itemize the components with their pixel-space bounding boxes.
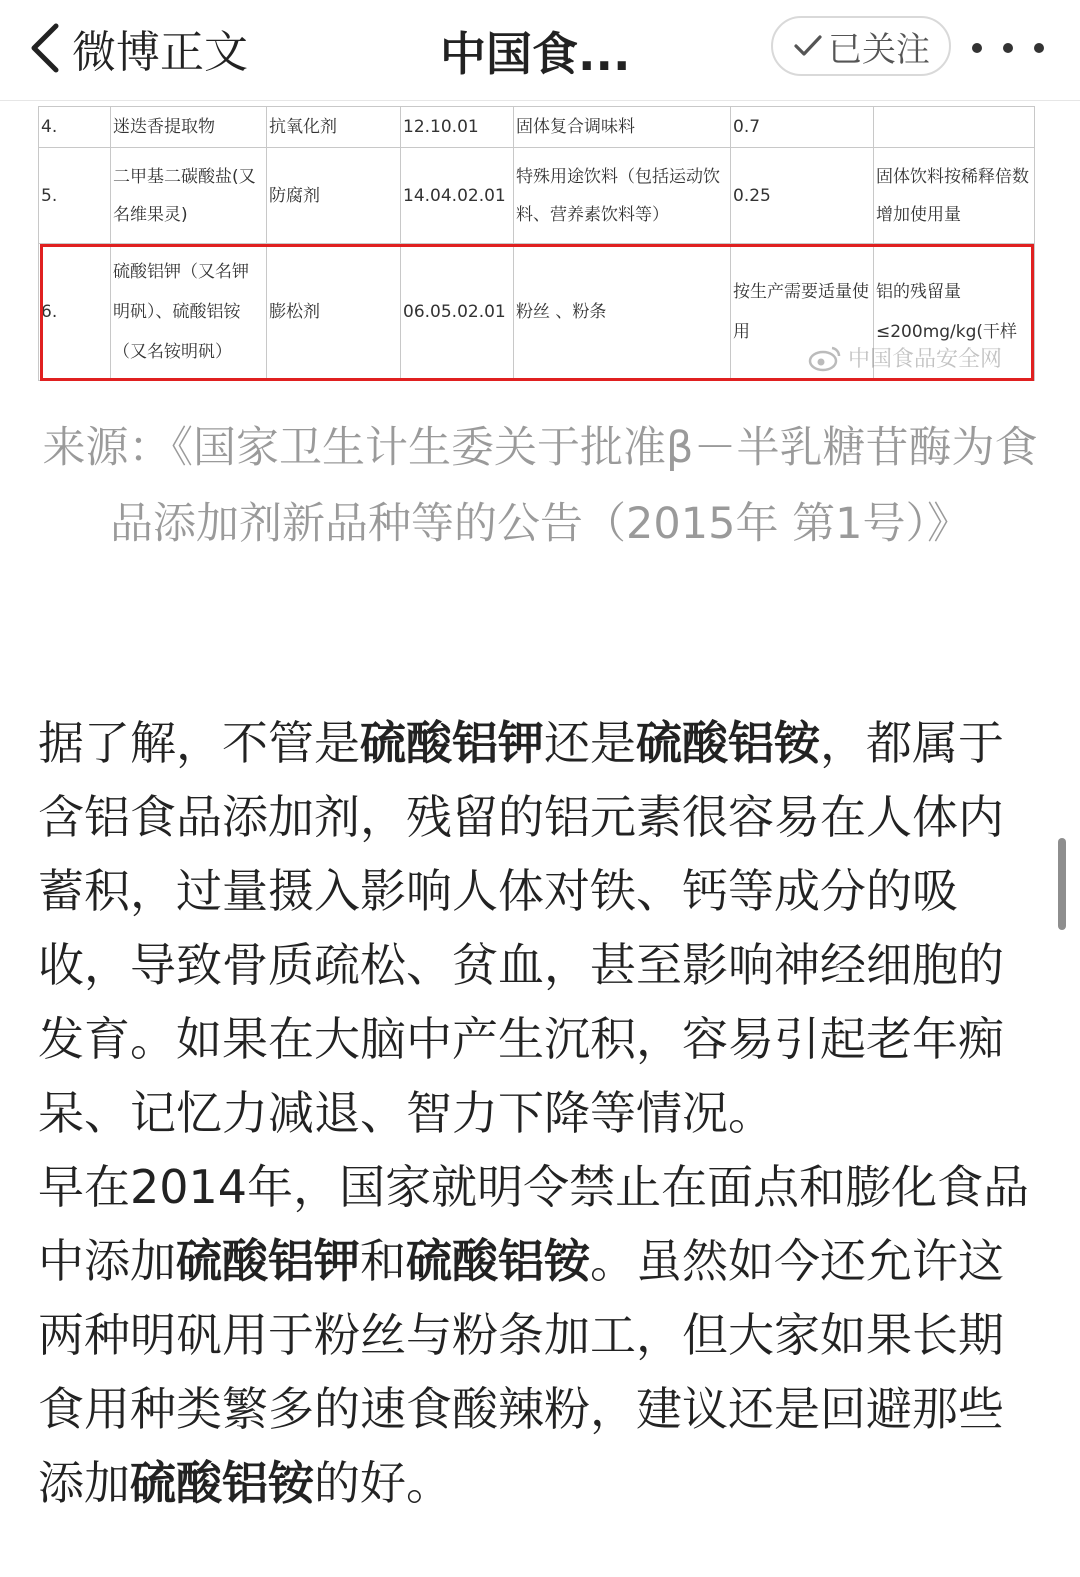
image-watermark [808,342,1002,373]
table-cell: 二甲基二碳酸盐(又名维果灵) [111,148,267,244]
back-label: 微博正文 [72,27,248,78]
table-cell: 防腐剂 [267,148,401,244]
more-dot-icon [1003,43,1013,53]
bold-text: 硫酸铝钾 [176,1234,360,1288]
table-cell: 14.04.02.01 [401,148,514,244]
more-dot-icon [1034,43,1044,53]
bold-text: 硫酸铝铵 [406,1234,590,1288]
table-cell: 抗氧化剂 [267,107,401,148]
table-cell: 铝的残留量≤200mg/kg(干样 [874,244,1035,381]
text-span: 的好。 [314,1456,452,1510]
bold-text: 硫酸铝钾 [360,716,544,770]
back-button[interactable] [28,16,248,80]
scrollbar-thumb[interactable] [1058,838,1066,930]
table-cell: 固体饮料按稀释倍数增加使用量 [874,148,1035,244]
table-cell: 6. [39,244,111,381]
table-cell: 06.05.02.01 [401,244,514,381]
table-row [39,148,1035,244]
additive-table-image[interactable] [38,106,1036,384]
more-dot-icon [972,43,982,53]
table-cell: 粉丝 、粉条 [514,244,731,381]
table-cell: 5. [39,148,111,244]
page-title: 中国食... [440,27,631,81]
table-cell: 0.25 [731,148,874,244]
watermark-text: 中国食品安全网 [848,347,1003,372]
weibo-logo-icon [808,344,842,372]
more-options-button[interactable] [972,30,1044,66]
table-row [39,107,1035,148]
text-span: 。虽然如今还允许这两种明矾用于粉丝与粉条加工，但大家如果长期食用种类繁多的速食酸辣粉，建议还是回避那些添加 [38,1234,1004,1510]
follow-label: 已关注 [828,29,930,70]
table-cell: 膨松剂 [267,244,401,381]
table-cell: 迷迭香提取物 [111,107,267,148]
text-span: 据了解，不管是 [38,716,360,770]
text-span: ，都属于含铝食品添加剂，残留的铝元素很容易在人体内蓄积，过量摄入影响人体对铁、钙等成分的吸收，导致骨质疏松、贫血，甚至影响神经细胞的发育。如果在大脑中产生沉积，容易引起老年痴呆、记忆力减退、智力下降等情况。 [38,716,1004,1140]
text-span: 和 [360,1234,406,1288]
paragraph [38,706,1038,1150]
table-cell: 硫酸铝钾（又名钾明矾）、硫酸铝铵（又名铵明矾） [111,244,267,381]
additive-table [38,106,1035,381]
table-cell: 特殊用途饮料（包括运动饮料、营养素饮料等） [514,148,731,244]
bold-text: 硫酸铝铵 [636,716,820,770]
checkmark-icon [792,32,824,60]
chevron-left-icon [28,22,64,74]
top-nav-bar [0,0,1080,101]
table-cell: 0.7 [731,107,874,148]
image-caption: 来源：《国家卫生计生委关于批准β－半乳糖苷酶为食品添加剂新品种等的公告（2015年 第1号）》 [42,423,1038,549]
paragraph [38,1150,1038,1520]
table-cell: 12.10.01 [401,107,514,148]
table-cell: 固体复合调味料 [514,107,731,148]
table-cell: 4. [39,107,111,148]
bold-text: 硫酸铝铵 [130,1456,314,1510]
table-cell: 按生产需要适量使用 [731,244,874,381]
text-span: 早在2014年，国家就明令禁止在面点和膨化食品中添加 [38,1160,1030,1288]
follow-button[interactable] [771,16,951,76]
post-body [38,706,1038,1520]
table-cell [874,107,1035,148]
text-span: 还是 [544,716,636,770]
